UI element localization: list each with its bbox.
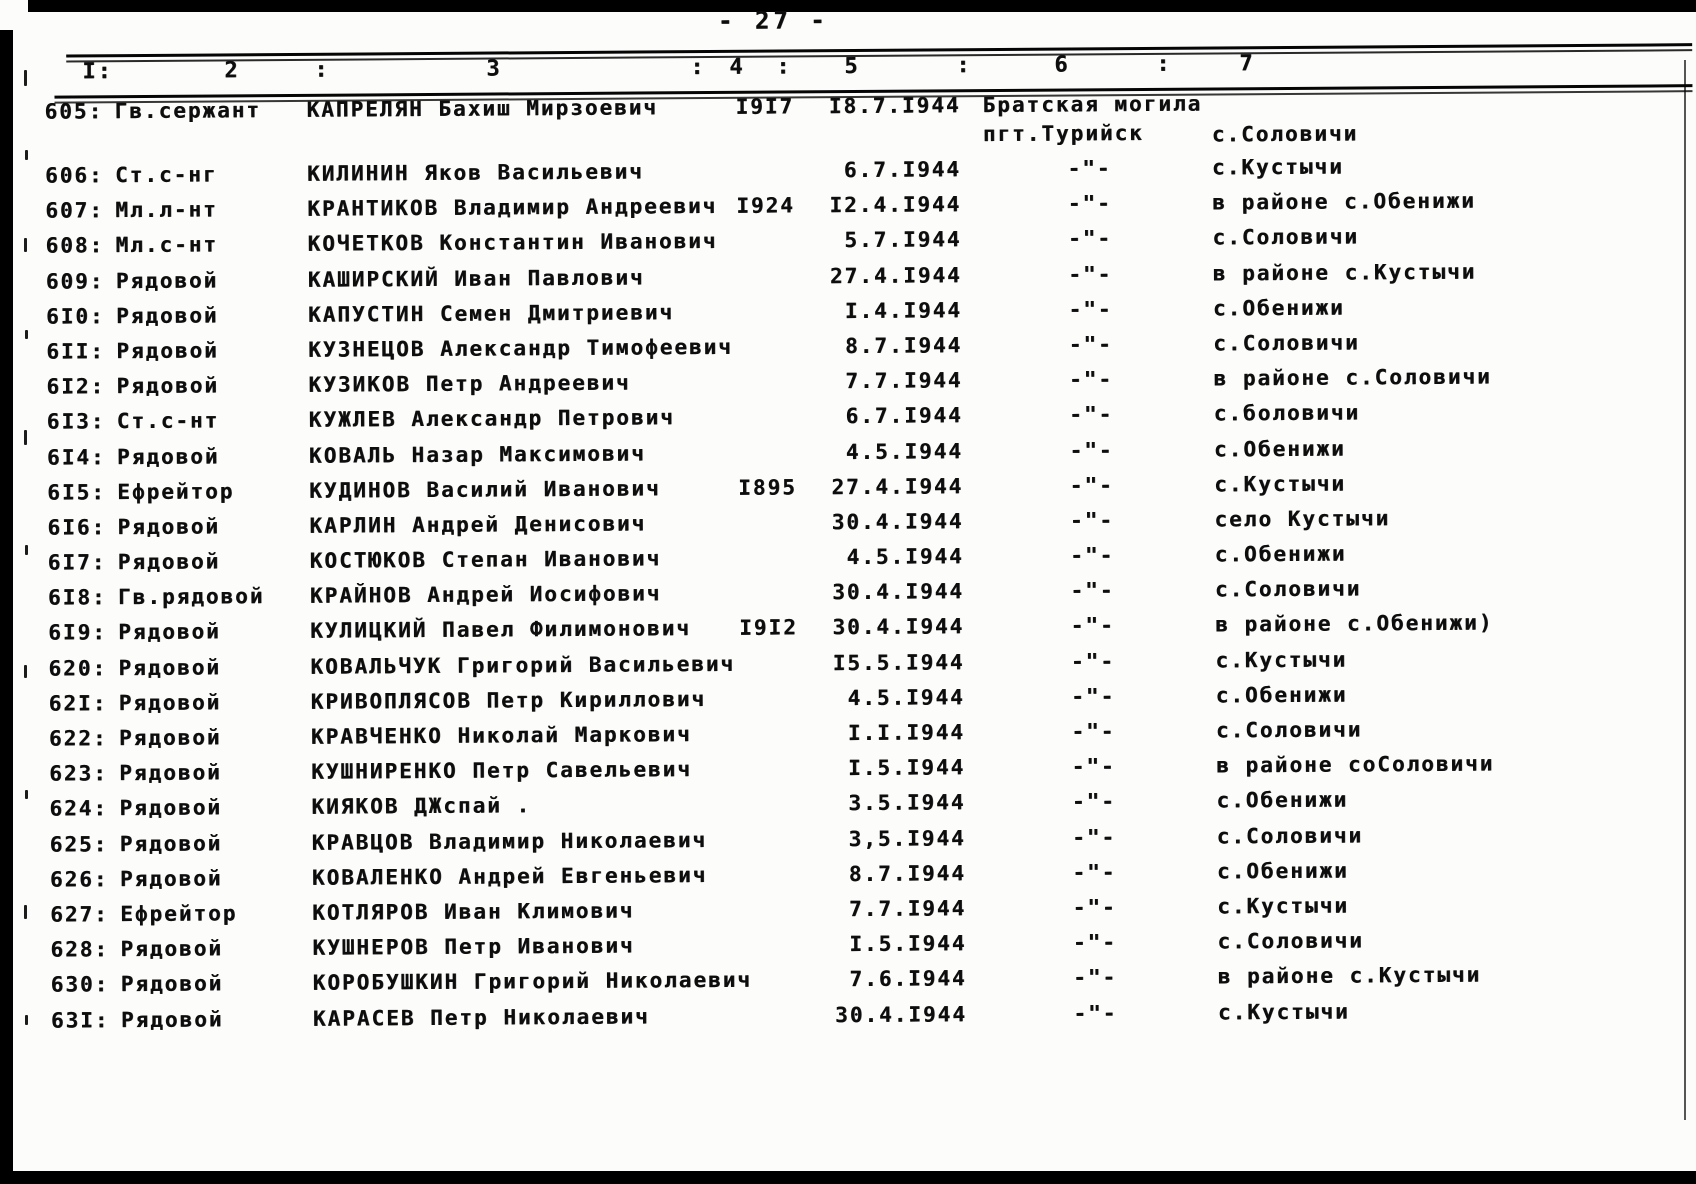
burial-place: -"- — [1071, 719, 1116, 744]
death-date: 5.7.I944 — [844, 227, 962, 253]
full-name: КАРАСЕВ Петр Николаевич — [312, 1003, 650, 1031]
birth-year — [732, 154, 827, 155]
birth-year — [738, 964, 833, 965]
page-number: - 27 - — [717, 6, 829, 35]
rank: Рядовой — [120, 936, 224, 962]
burial-place: -"- — [1072, 895, 1117, 920]
column-header-6: 6 — [1054, 52, 1070, 78]
full-name: КАРЛИН Андрей Денисович — [309, 511, 647, 538]
birth-year: I9I2 — [739, 615, 798, 641]
row-number: 626: — [49, 866, 109, 892]
location: в районе с.Кустычи — [1212, 259, 1477, 286]
rank: Рядовой — [116, 373, 220, 399]
full-name: КУЛИЦКИЙ Павел Филимонович — [310, 616, 692, 644]
full-name: КРАНТИКОВ Владимир Андреевич — [307, 194, 718, 222]
row-number: 6II: — [46, 339, 105, 364]
death-date: 3,5.I944 — [848, 825, 966, 851]
birth-year — [735, 647, 830, 648]
burial-place: -"- — [1070, 613, 1115, 638]
location: в районе с.Кустычи — [1217, 962, 1482, 989]
row-number: 6I2: — [46, 374, 106, 399]
burial-place: -"- — [1069, 472, 1114, 498]
row-number: 622: — [48, 726, 108, 751]
full-name: КОВАЛЕНКО Андрей Евгеньевич — [311, 862, 708, 890]
burial-place: -"- — [1073, 1000, 1118, 1026]
birth-year — [736, 788, 831, 789]
burial-place: -"- — [1069, 508, 1115, 533]
row-number: 620: — [48, 655, 108, 681]
burial-place: -"- — [1073, 965, 1118, 990]
column-header-3: 3 — [486, 56, 502, 82]
location: с.Кустычи — [1214, 471, 1347, 497]
birth-year — [737, 858, 832, 859]
location: с.Обенижи — [1213, 436, 1346, 462]
death-date: I5.5.I944 — [832, 649, 965, 675]
row-number: 627: — [50, 902, 109, 927]
birth-year — [736, 717, 831, 718]
header-separator: : — [690, 55, 706, 81]
location: с.Соловичи — [1212, 224, 1360, 250]
full-name: КРИВОПЛЯСОВ Петр Кириллович — [310, 686, 707, 714]
birth-year: I9I7 — [735, 94, 795, 119]
row-number: 63I: — [50, 1007, 110, 1033]
death-date: I.5.I944 — [847, 755, 966, 781]
location: с.Соловичи — [1213, 330, 1360, 356]
burial-place: -"- — [1069, 437, 1114, 463]
full-name: КУШНЕРОВ Петр Иванович — [312, 933, 635, 960]
full-name: КРАВЦОВ Владимир Николаевич — [311, 827, 708, 855]
burial-place: -"- — [1068, 261, 1113, 287]
location: с.Кустычи — [1215, 647, 1348, 673]
death-date: I8.7.I944 — [828, 93, 961, 119]
row-number: 608: — [45, 233, 105, 259]
birth-year — [733, 330, 828, 331]
death-date: 8.7.I944 — [845, 333, 963, 359]
burial-place: -"- — [1068, 296, 1113, 322]
burial-place: Братская могила пгт.Турийск — [982, 91, 1203, 147]
row-number: 6I5: — [47, 479, 106, 505]
full-name: КАШИРСКИЙ Иван Павлович — [307, 265, 645, 292]
rank: Рядовой — [119, 866, 223, 891]
full-name: КУДИНОВ Василий Иванович — [309, 476, 661, 503]
rank: Мл.л-нт — [115, 197, 218, 223]
rank: Рядовой — [115, 303, 219, 328]
full-name: КОРОБУШКИН Григорий Николаевич — [312, 968, 753, 996]
row-number: 606: — [44, 163, 104, 188]
death-date: 4.5.I944 — [846, 544, 964, 570]
burial-place: -"- — [1067, 226, 1113, 251]
location: в районе с.Обенижи) — [1215, 611, 1494, 637]
full-name: КАПРЕЛЯН Бахиш Мирзоевич — [306, 95, 659, 122]
full-name: КРАЙНОВ Андрей Иосифович — [309, 581, 662, 609]
column-header-1: I: — [82, 59, 113, 85]
full-name: КУШНИРЕНКО Петр Савельевич — [311, 757, 693, 785]
birth-year — [734, 401, 829, 402]
location: с.Соловичи — [1214, 576, 1362, 602]
rank: Ст.с-нг — [114, 162, 218, 188]
rank: Рядовой — [120, 1006, 224, 1032]
full-name: КАПУСТИН Семен Дмитриевич — [307, 300, 675, 327]
burial-place: -"- — [1071, 789, 1116, 814]
location: село Кустычи — [1214, 506, 1391, 532]
death-date: 4.5.I944 — [847, 685, 965, 710]
rank: Рядовой — [118, 725, 222, 751]
row-number: 6I4: — [46, 444, 106, 470]
birth-year — [736, 682, 831, 683]
burial-place: -"- — [1069, 402, 1114, 427]
full-name: КУЖЛЕВ Александр Петрович — [308, 405, 675, 433]
full-name: КУЗИКОВ Петр Андреевич — [308, 370, 631, 397]
full-name: КИЯКОВ ДЖспай . — [311, 793, 532, 820]
death-date: 7.7.I944 — [845, 368, 963, 394]
row-number: 609: — [45, 268, 105, 294]
rank: Рядовой — [117, 549, 221, 575]
row-number: 607: — [45, 198, 104, 223]
rank: Рядовой — [118, 690, 222, 715]
birth-year — [733, 365, 828, 366]
birth-year — [733, 295, 828, 296]
death-date: 7.7.I944 — [848, 896, 967, 922]
death-date: 30.4.I944 — [835, 1001, 967, 1027]
column-header-5: 5 — [844, 53, 860, 80]
location: с.Соловичи — [1215, 717, 1363, 743]
full-name: КИЛИНИН Яков Васильевич — [306, 159, 644, 186]
full-name: КОВАЛЬ Назар Максимович — [308, 440, 646, 468]
birth-year: I895 — [738, 475, 797, 500]
birth-year — [735, 576, 830, 577]
birth-year — [737, 928, 832, 929]
location: с.боловичи — [1213, 400, 1361, 426]
birth-year — [733, 260, 828, 261]
burial-place: -"- — [1071, 754, 1116, 779]
burial-place: -"- — [1070, 543, 1115, 568]
row-number: 628: — [50, 937, 110, 962]
death-date: 8.7.I944 — [848, 861, 967, 886]
location: с.Кустычи — [1217, 893, 1350, 919]
death-date: 6.7.I944 — [845, 403, 963, 429]
location: в районе с.Соловичи — [1213, 364, 1492, 391]
casualty-list — [44, 84, 1671, 1039]
burial-place: -"- — [1072, 859, 1117, 885]
burial-place: -"- — [1067, 191, 1112, 216]
row-number: 623: — [49, 761, 108, 786]
death-date: I.I.I944 — [847, 720, 966, 746]
row-number: 6I0: — [45, 304, 105, 329]
location: с.Соловичи — [1217, 928, 1364, 954]
location: с.Соловичи — [1211, 121, 1359, 147]
death-date: I.5.I944 — [849, 931, 967, 957]
death-date: 27.4.I944 — [829, 262, 962, 288]
row-number: 62I: — [48, 691, 108, 716]
death-date: 4.5.I944 — [845, 438, 964, 464]
rank: Рядовой — [118, 655, 222, 680]
rank: Рядовой — [115, 268, 219, 293]
table-row — [44, 84, 1664, 159]
rank: Ефрейтор — [117, 479, 235, 504]
location: с.Обенижи — [1216, 787, 1349, 813]
row-number: 624: — [49, 796, 109, 822]
burial-place: -"- — [1070, 578, 1115, 603]
death-date: I2.4.I944 — [829, 192, 962, 218]
birth-year — [734, 506, 829, 507]
rank: Рядовой — [119, 795, 223, 821]
rank: Рядовой — [118, 619, 221, 645]
burial-place: -"- — [1067, 156, 1112, 181]
column-header-2: 2 — [224, 58, 240, 84]
death-date: 3.5.I944 — [848, 790, 966, 816]
death-date: 30.4.I944 — [832, 614, 965, 640]
rank: Рядовой — [117, 514, 221, 540]
birth-year — [737, 893, 832, 894]
header-separator: : — [314, 57, 330, 83]
rank: Гв.рядовой — [117, 584, 265, 610]
rank: Рядовой — [116, 443, 220, 469]
death-date: 30.4.I944 — [832, 579, 965, 605]
row-number: 630: — [50, 972, 110, 997]
rank: Ст.с-нт — [116, 408, 220, 434]
location: с.Кустычи — [1211, 154, 1344, 180]
birth-year — [736, 752, 831, 753]
burial-place: -"- — [1070, 648, 1116, 674]
burial-place: -"- — [1072, 824, 1117, 850]
birth-year — [732, 225, 827, 226]
row-number: 6I9: — [48, 620, 107, 646]
birth-year — [737, 823, 832, 824]
burial-place: -"- — [1068, 367, 1114, 392]
birth-year — [735, 541, 830, 542]
row-number: 6I6: — [47, 515, 107, 540]
burial-place: -"- — [1068, 332, 1113, 357]
full-name: КОСТЮКОВ Степан Иванович — [309, 546, 662, 573]
death-date: I.4.I944 — [844, 298, 963, 323]
location: с.Обенижи — [1215, 682, 1348, 708]
burial-place: -"- — [1071, 684, 1116, 709]
location: с.Обенижи — [1212, 295, 1345, 321]
rank: Гв.сержант — [114, 98, 262, 124]
rank: Мл.с-нт — [115, 232, 219, 258]
location: с.Соловичи — [1216, 823, 1364, 849]
rank: Ефрейтор — [120, 901, 238, 927]
full-name: КОВАЛЬЧУК Григорий Васильевич — [310, 651, 736, 679]
location: в районе с.Обенижи — [1212, 188, 1476, 215]
rank: Рядовой — [119, 831, 223, 856]
location: с.Обенижи — [1216, 858, 1349, 884]
birth-year — [734, 436, 829, 437]
location: в районе соСоловичи — [1216, 751, 1495, 778]
location: с.Обенижи — [1214, 541, 1347, 567]
row-number: 6I8: — [47, 585, 107, 610]
rank: Рядовой — [119, 760, 222, 786]
rank: Рядовой — [120, 971, 224, 997]
row-number: 6I7: — [47, 550, 107, 575]
column-header-4: 4 — [729, 54, 745, 80]
full-name: КРАВЧЕНКО Николай Маркович — [310, 722, 692, 749]
full-name: КОТЛЯРОВ Иван Климович — [312, 898, 635, 925]
death-date: 7.6.I944 — [849, 966, 967, 992]
location: с.Кустычи — [1217, 999, 1350, 1025]
column-header-7: 7 — [1239, 51, 1255, 77]
header-separator: : — [776, 54, 792, 80]
rank: Рядовой — [116, 338, 219, 364]
full-name: КУЗНЕЦОВ Александр Тимофеевич — [308, 334, 733, 362]
burial-place: -"- — [1072, 930, 1117, 955]
row-number: 605: — [44, 99, 104, 124]
row-number: 625: — [49, 831, 109, 857]
death-date: 27.4.I944 — [831, 473, 964, 499]
birth-year — [738, 999, 833, 1000]
death-date: 30.4.I944 — [831, 509, 964, 535]
birth-year: I924 — [736, 193, 795, 219]
header-separator: : — [1156, 51, 1172, 77]
header-separator: : — [956, 53, 972, 79]
death-date: 6.7.I944 — [843, 157, 962, 183]
full-name: КОЧЕТКОВ Константин Иванович — [307, 229, 718, 257]
row-number: 6I3: — [46, 409, 106, 434]
